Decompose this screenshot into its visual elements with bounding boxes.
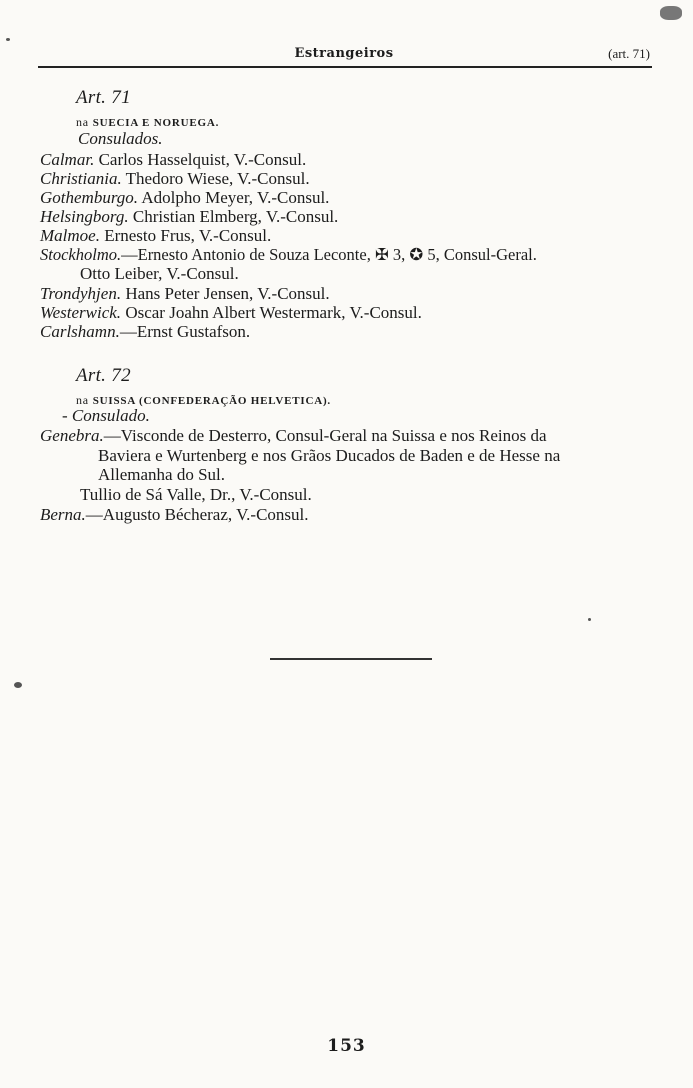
- entry-text: Allemanha do Sul.: [98, 465, 226, 484]
- entry-text: Oscar Joahn Albert Westermark, V.-Consul.: [121, 303, 422, 322]
- article-71-heading: Art. 71: [76, 87, 131, 108]
- section-end-rule: [270, 658, 432, 660]
- article-71-section: Consulados.: [78, 129, 163, 148]
- entry-city: Gothemburgo.: [40, 188, 139, 207]
- entry-text: —Augusto Bécheraz, V.-Consul.: [85, 505, 309, 524]
- list-item: [40, 188, 693, 208]
- entry-city: Helsingborg.: [40, 207, 129, 226]
- entry-text: —Visconde de Desterro, Consul-Geral na Suissa e nos Reinos da: [103, 426, 547, 445]
- scan-speck: [660, 6, 682, 20]
- article-72-section: - Consulado.: [62, 406, 150, 425]
- country-name: SUECIA E NORUEGA.: [92, 117, 220, 129]
- list-item: [80, 485, 693, 505]
- entry-text: —Ernesto Antonio de Souza Leconte, ✠ 3, ✪ 5, Consul-Geral.: [121, 245, 537, 264]
- running-header: [38, 46, 650, 68]
- header-title: Estrangeiros: [294, 46, 394, 61]
- scan-speck: [14, 682, 22, 688]
- entry-text: Otto Leiber, V.-Consul.: [80, 264, 239, 283]
- entry-city: Westerwick.: [40, 303, 122, 322]
- country-prefix: na: [76, 393, 89, 407]
- entry-text: Adolpho Meyer, V.-Consul.: [138, 188, 330, 207]
- list-item: [40, 322, 693, 342]
- page-number: 153: [327, 1036, 366, 1056]
- entry-city: Berna.: [40, 505, 86, 524]
- scan-speck: [6, 38, 10, 41]
- entry-text: Ernesto Frus, V.-Consul.: [99, 226, 272, 245]
- list-item: [40, 303, 693, 323]
- list-item: [40, 505, 693, 525]
- list-item: [40, 169, 693, 189]
- list-item: [40, 226, 693, 246]
- article-72-heading: Art. 72: [76, 365, 131, 386]
- list-item: [40, 150, 693, 170]
- entry-text: Christian Elmberg, V.-Consul.: [128, 207, 339, 226]
- entry-city: Carlshamn.: [40, 322, 120, 341]
- list-item: [98, 446, 693, 466]
- entry-text: Carlos Hasselquist, V.-Consul.: [94, 150, 307, 169]
- entry-city: Stockholmo.: [40, 245, 122, 264]
- header-article-ref: (art. 71): [608, 46, 650, 61]
- list-item: [40, 284, 693, 304]
- header-rule: [38, 66, 652, 68]
- list-item: [98, 465, 693, 485]
- list-item: [80, 264, 693, 284]
- entry-text: Thedoro Wiese, V.-Consul.: [121, 169, 310, 188]
- list-item: [40, 207, 693, 227]
- entry-text: Tullio de Sá Valle, Dr., V.-Consul.: [80, 485, 312, 504]
- entry-city: Calmar.: [40, 150, 95, 169]
- scan-speck: [588, 618, 591, 621]
- country-prefix: na: [76, 115, 89, 129]
- entry-city: Trondyhjen.: [40, 284, 122, 303]
- list-item: [40, 245, 693, 265]
- list-item: [40, 426, 693, 446]
- entry-city: Malmoe.: [40, 226, 100, 245]
- entry-text: Baviera e Wurtenberg e nos Grãos Ducados de Baden e de Hesse na: [98, 446, 561, 465]
- entry-text: Hans Peter Jensen, V.-Consul.: [121, 284, 330, 303]
- entry-text: —Ernst Gustafson.: [119, 322, 251, 341]
- country-name: SUISSA (CONFEDERAÇÃO HELVETICA).: [92, 395, 331, 407]
- entry-city: Christiania.: [40, 169, 122, 188]
- entry-city: Genebra.: [40, 426, 104, 445]
